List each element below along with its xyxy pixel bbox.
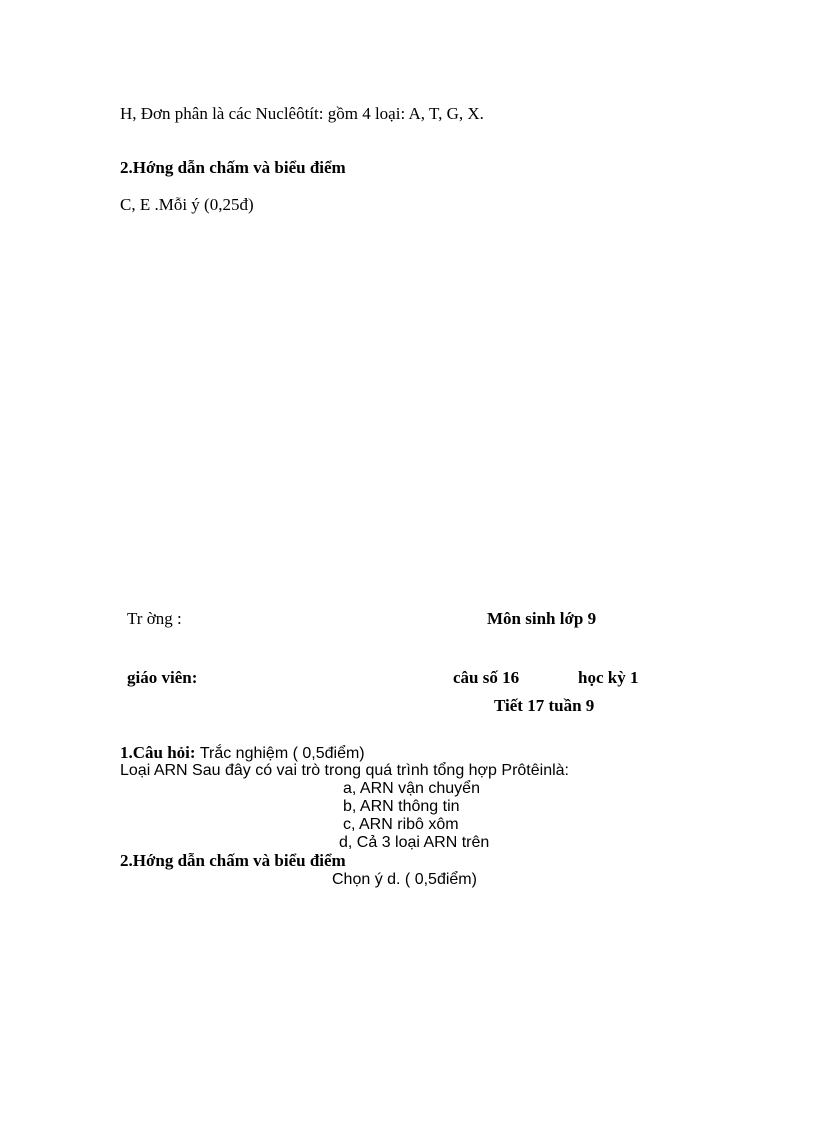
question-heading: 1.Câu hỏi: bbox=[120, 743, 196, 762]
option-c: c, ARN ribô xôm bbox=[343, 816, 459, 833]
question-type: Trắc nghiệm ( 0,5điểm) bbox=[199, 745, 365, 762]
grading-heading: 2.Hớng dẫn chấm và biểu điểm bbox=[120, 158, 346, 177]
option-b: b, ARN thông tin bbox=[343, 798, 460, 815]
option-d: d, Cả 3 loại ARN trên bbox=[339, 834, 490, 851]
semester-label: học kỳ 1 bbox=[578, 668, 639, 687]
option-a: a, ARN vận chuyển bbox=[343, 780, 480, 797]
question-number: câu số 16 bbox=[453, 668, 520, 687]
subject-label: Môn sinh lớp 9 bbox=[487, 609, 597, 628]
grading-heading-2: 2.Hớng dẫn chấm và biểu điểm bbox=[120, 851, 346, 870]
grading-answer: C, E .Mỗi ý (0,25đ) bbox=[120, 195, 254, 214]
question-heading-line bbox=[120, 743, 365, 763]
teacher-label: giáo viên: bbox=[127, 668, 198, 687]
question-text: Loại ARN Sau đây có vai trò trong quá trình tổng hợp Prôtêinlà: bbox=[120, 762, 569, 779]
answer-line-h: H, Đơn phân là các Nuclêôtít: gồm 4 loại: A, T, G, X. bbox=[120, 104, 484, 123]
school-label: Tr ờng : bbox=[127, 609, 182, 628]
period-label: Tiết 17 tuần 9 bbox=[494, 696, 595, 715]
grading-answer-2: Chọn ý d. ( 0,5điểm) bbox=[332, 871, 477, 888]
